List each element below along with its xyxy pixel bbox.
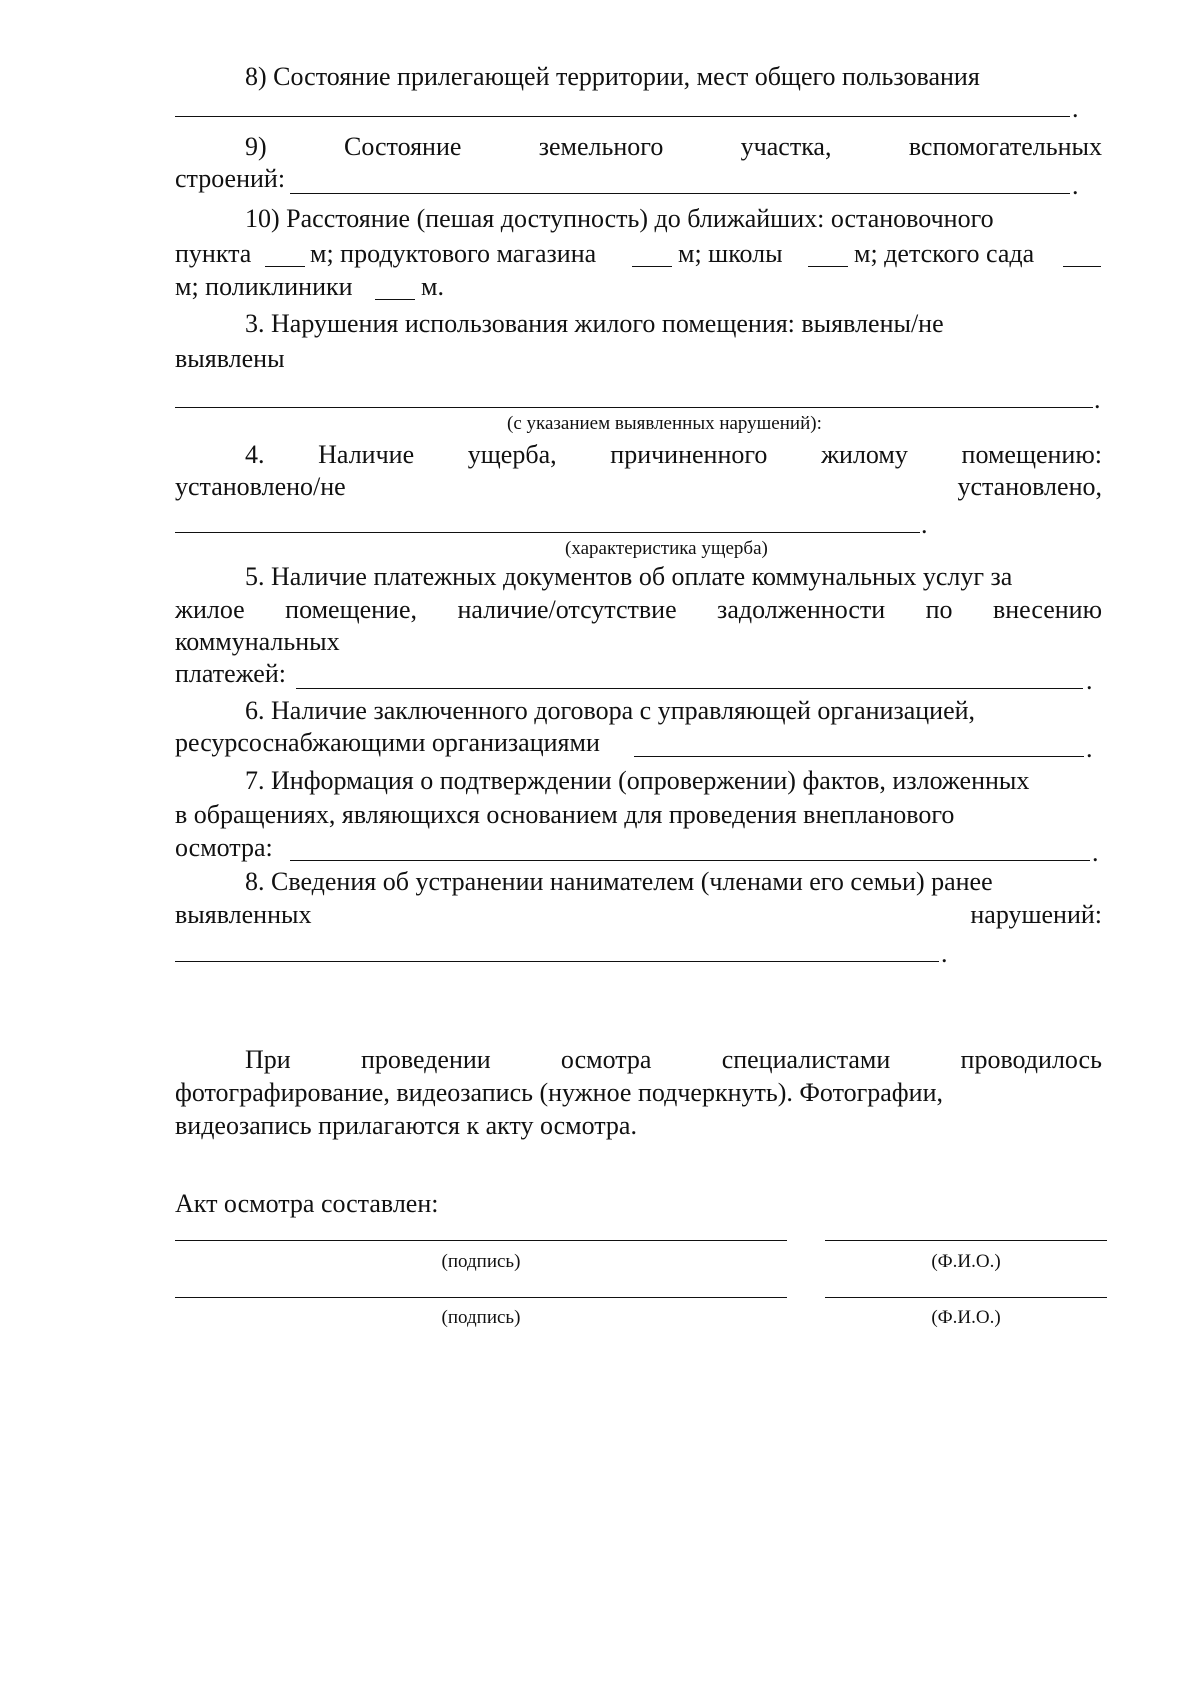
item-4-line1 (245, 440, 1102, 470)
signature-caption: (подпись) (441, 1251, 521, 1272)
act-title: Акт осмотра составлен: (175, 1189, 439, 1218)
word: проведении (360, 1045, 491, 1074)
section-8-line: 8) Состояние прилегающей территории, мест общего пользования (245, 62, 980, 91)
fill-line (290, 193, 1070, 194)
item-7-line2: в обращениях, являющихся основанием для проведения внепланового (175, 800, 955, 829)
item-7-line3: осмотра: (175, 833, 273, 862)
fill-blank (632, 266, 672, 267)
name-line (825, 1297, 1107, 1298)
item-5-line4: платежей: (175, 659, 286, 688)
fill-line (634, 756, 1084, 757)
name-line (825, 1240, 1107, 1241)
item-6-line1: 6. Наличие заключенного договора с управляющей организацией, (245, 696, 976, 725)
item-3-caption: (с указанием выявленных нарушений): (507, 413, 822, 434)
fill-line (175, 961, 939, 962)
item-6-line2: ресурсоснабжающими организациями (175, 728, 600, 757)
word: помещение, (285, 595, 417, 624)
period: . (1072, 171, 1079, 200)
word: Состояние (344, 132, 462, 161)
period: . (1086, 734, 1093, 763)
word: земельного (538, 132, 664, 161)
distance-kindergarten-label: м; детского сада (854, 239, 1035, 268)
word: жилое (175, 595, 245, 624)
item-8-line2-left: выявленных (175, 900, 312, 929)
name-caption: (Ф.И.О.) (931, 1251, 1001, 1272)
item-5-line2 (175, 595, 1102, 625)
word: осмотра (560, 1045, 652, 1074)
word: причиненного (610, 440, 768, 469)
period: . (1092, 838, 1099, 867)
word: помещению: (961, 440, 1102, 469)
photo-line3: видеозапись прилагаются к акту осмотра. (175, 1111, 637, 1140)
item-8-line1: 8. Сведения об устранении нанимателем (членами его семьи) ранее (245, 867, 993, 896)
period: . (1086, 666, 1093, 695)
fill-line (290, 860, 1090, 861)
word: ущерба, (467, 440, 557, 469)
word: проводилось (960, 1045, 1102, 1074)
item-5-line1: 5. Наличие платежных документов об оплате коммунальных услуг за (245, 562, 1013, 591)
distance-shop-label: м; продуктового магазина (310, 239, 597, 268)
distance-stop-label: пункта (175, 239, 252, 268)
item-5-line3: коммунальных (175, 627, 340, 656)
word: 9) (245, 132, 267, 161)
signature-line (175, 1240, 787, 1241)
item-4-line2-right: установлено, (957, 472, 1102, 501)
word: вспомогательных (908, 132, 1102, 161)
word: участка, (740, 132, 832, 161)
fill-blank (1063, 266, 1101, 267)
word: по (925, 595, 953, 624)
photo-line2: фотографирование, видеозапись (нужное подчеркнуть). Фотографии, (175, 1078, 943, 1107)
signature-caption: (подпись) (441, 1307, 521, 1328)
distance-school-label: м; школы (678, 239, 783, 268)
period: . (1072, 94, 1079, 123)
period: . (1094, 385, 1101, 414)
fill-line (175, 407, 1093, 408)
fill-line (175, 532, 920, 533)
word: При (245, 1045, 291, 1074)
item-7-line1: 7. Информация о подтверждении (опровержении) фактов, изложенных (245, 766, 1030, 795)
word: внесению (992, 595, 1102, 624)
item-4-line2-left: установлено/не (175, 472, 346, 501)
distance-clinic-label: м; поликлиники (175, 272, 353, 301)
period: . (941, 939, 948, 968)
word: жилому (821, 440, 908, 469)
word: специалистами (721, 1045, 891, 1074)
item-3-line1: 3. Нарушения использования жилого помещения: выявлены/не (245, 309, 944, 338)
item-3-line2: выявлены (175, 344, 285, 373)
section-10-line1: 10) Расстояние (пешая доступность) до ближайших: остановочного (245, 204, 994, 233)
fill-line (296, 688, 1083, 689)
item-4-caption: (характеристика ущерба) (565, 538, 768, 559)
word: 4. (245, 440, 265, 469)
photo-line1 (245, 1045, 1102, 1075)
period: . (921, 510, 928, 539)
fill-line (175, 116, 1070, 117)
fill-blank (375, 299, 415, 300)
name-caption: (Ф.И.О.) (931, 1307, 1001, 1328)
item-8-line2-right: нарушений: (970, 900, 1102, 929)
section-9-line (245, 132, 1102, 162)
distance-clinic-unit: м. (421, 272, 444, 301)
signature-line (175, 1297, 787, 1298)
section-9-line2: строений: (175, 164, 286, 193)
word: Наличие (318, 440, 415, 469)
word: задолженности (717, 595, 886, 624)
word: наличие/отсутствие (457, 595, 677, 624)
fill-blank (265, 266, 305, 267)
fill-blank (808, 266, 848, 267)
